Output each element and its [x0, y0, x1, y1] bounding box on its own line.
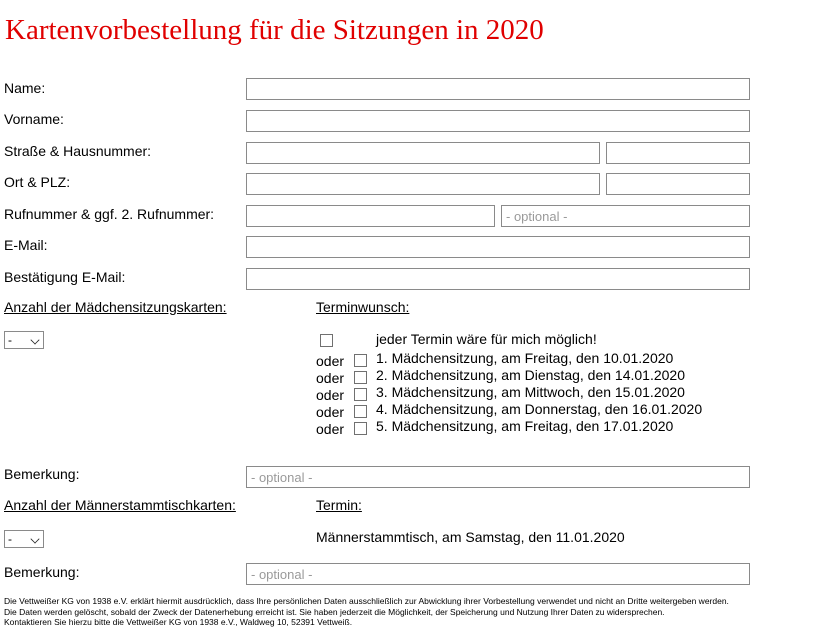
ort-label: Ort & PLZ: — [4, 174, 71, 190]
chevron-down-icon — [30, 534, 39, 543]
maedchen-count-label: Anzahl der Mädchensitzungskarten: — [4, 299, 227, 315]
page-title: Kartenvorbestellung für die Sitzungen in 2020 — [5, 14, 544, 46]
vorname-label: Vorname: — [4, 111, 64, 127]
oder-label: oder — [316, 421, 345, 437]
rufnummer-input[interactable] — [246, 205, 495, 227]
hausnummer-input[interactable] — [606, 142, 750, 164]
disclaimer-line: Die Vettweißer KG von 1938 e.V. erklärt hiermit ausdrücklich, dass Ihre persönlichen Daten ausschließlich zur Abwicklung ihrer Vorbestellung verwendet und nicht an Dritte weitergeben werden. — [4, 596, 729, 606]
name-label: Name: — [4, 80, 46, 96]
option-1-label: 1. Mädchensitzung, am Freitag, den 10.01.2020 — [376, 350, 674, 366]
vorname-input[interactable] — [246, 110, 750, 132]
email-confirm-input[interactable] — [246, 268, 750, 290]
privacy-disclaimer — [4, 596, 810, 628]
option-2-label: 2. Mädchensitzung, am Dienstag, den 14.01.2020 — [376, 367, 685, 383]
ort-input[interactable] — [246, 173, 600, 195]
maenner-bemerkung-label: Bemerkung: — [4, 564, 80, 580]
maenner-count-value: - — [8, 532, 12, 546]
checkbox-option-5[interactable] — [354, 422, 367, 435]
maenner-count-label: Anzahl der Männerstammtischkarten: — [4, 497, 236, 513]
email-confirm-label: Bestätigung E-Mail: — [4, 269, 126, 285]
maedchen-count-select[interactable] — [4, 331, 44, 349]
maenner-termin-value: Männerstammtisch, am Samstag, den 11.01.2020 — [316, 529, 625, 545]
email-label: E-Mail: — [4, 237, 48, 253]
maedchen-bemerkung-input[interactable] — [246, 466, 750, 488]
checkbox-option-1[interactable] — [354, 354, 367, 367]
strasse-label: Straße & Hausnummer: — [4, 143, 152, 159]
option-3-label: 3. Mädchensitzung, am Mittwoch, den 15.01.2020 — [376, 384, 685, 400]
oder-label: oder — [316, 353, 345, 369]
name-input[interactable] — [246, 78, 750, 100]
maenner-count-select[interactable] — [4, 530, 44, 548]
maedchen-count-value: - — [8, 333, 12, 347]
disclaimer-line: Kontaktieren Sie hierzu bitte die Vettweißer KG von 1938 e.V., Waldweg 10, 52391 Vettweiß. — [4, 617, 353, 627]
option-4-label: 4. Mädchensitzung, am Donnerstag, den 16.01.2020 — [376, 401, 703, 417]
option-5-label: 5. Mädchensitzung, am Freitag, den 17.01.2020 — [376, 418, 674, 434]
rufnummer-label: Rufnummer & ggf. 2. Rufnummer: — [4, 206, 215, 222]
maenner-bemerkung-input[interactable] — [246, 563, 750, 585]
email-input[interactable] — [246, 236, 750, 258]
plz-input[interactable] — [606, 173, 750, 195]
checkbox-any-date[interactable] — [320, 334, 333, 347]
oder-label: oder — [316, 387, 345, 403]
maenner-termin-label: Termin: — [316, 497, 362, 513]
oder-label: oder — [316, 404, 345, 420]
strasse-input[interactable] — [246, 142, 600, 164]
option-any-date-label: jeder Termin wäre für mich möglich! — [376, 331, 597, 347]
chevron-down-icon — [30, 335, 39, 344]
disclaimer-line: Die Daten werden gelöscht, sobald der Zweck der Datenerhebung erreicht ist. Sie haben jederzeit die Möglichkeit, der Speicherung und Nutzung Ihrer Daten zu widersprechen. — [4, 606, 665, 617]
maedchen-bemerkung-label: Bemerkung: — [4, 466, 80, 482]
maedchen-termin-label: Terminwunsch: — [316, 299, 410, 315]
checkbox-option-4[interactable] — [354, 405, 367, 418]
oder-label: oder — [316, 370, 345, 386]
rufnummer2-input[interactable] — [501, 205, 750, 227]
checkbox-option-3[interactable] — [354, 388, 367, 401]
checkbox-option-2[interactable] — [354, 371, 367, 384]
